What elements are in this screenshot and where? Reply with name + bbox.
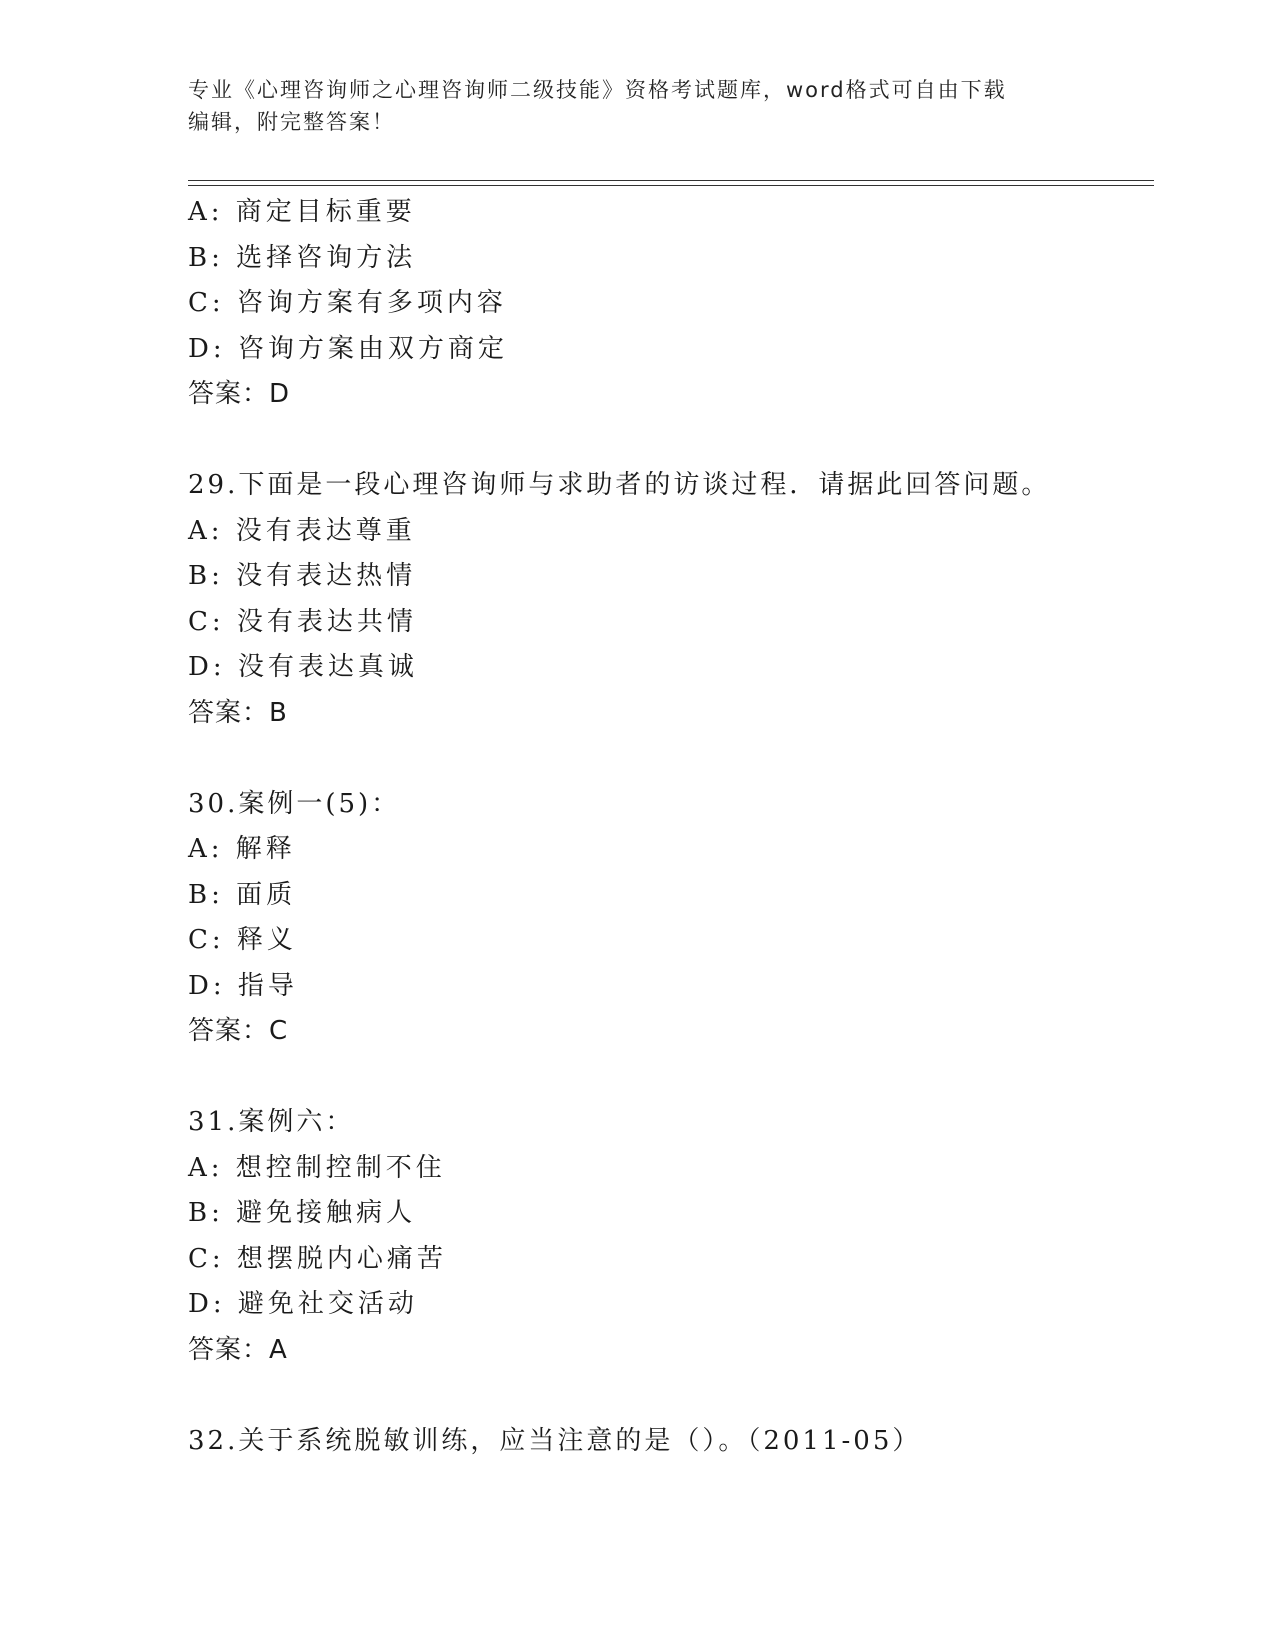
option-d: D: 指导	[188, 970, 298, 1001]
option-a: A: 商定目标重要	[188, 197, 416, 227]
option-d: D: 咨询方案由双方商定	[188, 333, 508, 364]
option-c: C: 咨询方案有多项内容	[188, 288, 507, 318]
question-text: 29.下面是一段心理咨询师与求助者的访谈过程．请据此回答问题。	[188, 470, 1051, 500]
question-text: 30.案例一(5)：	[188, 788, 401, 819]
question-block-30	[188, 782, 1148, 1055]
option-c: C: 没有表达共情	[188, 606, 417, 637]
question-block-31	[188, 1100, 1148, 1373]
answer: 答案：A	[188, 1334, 288, 1365]
option-b: B: 没有表达热情	[188, 561, 417, 591]
option-b: B: 避免接触病人	[188, 1198, 417, 1228]
question-block-32	[188, 1419, 1148, 1465]
question-list	[188, 190, 1148, 1464]
answer: 答案：D	[188, 379, 291, 409]
option-a: A: 想控制控制不住	[188, 1152, 446, 1183]
option-b: B: 面质	[188, 879, 297, 910]
header-rule-top	[188, 180, 1154, 181]
question-text: 31.案例六：	[188, 1107, 355, 1137]
option-a: A: 没有表达尊重	[188, 515, 416, 546]
answer: 答案：B	[188, 697, 288, 728]
header-line-2: 编辑，附完整答案！	[188, 110, 395, 134]
option-a: A: 解释	[188, 834, 296, 864]
option-c: C: 想摆脱内心痛苦	[188, 1243, 447, 1274]
question-block-29	[188, 463, 1148, 736]
option-d: D: 避免社交活动	[188, 1289, 418, 1319]
header-line-1: 专业《心理咨询师之心理咨询师二级技能》资格考试题库，word格式可自由下载	[188, 78, 1007, 102]
option-c: C: 释义	[188, 925, 297, 955]
option-d: D: 没有表达真诚	[188, 652, 418, 682]
question-text: 32.关于系统脱敏训练，应当注意的是（）。（2011-05）	[188, 1425, 922, 1456]
question-block-continued	[188, 190, 1148, 418]
option-b: B: 选择咨询方法	[188, 242, 417, 273]
answer: 答案：C	[188, 1016, 289, 1046]
document-header	[188, 74, 1088, 138]
header-rule-bottom	[188, 185, 1154, 186]
